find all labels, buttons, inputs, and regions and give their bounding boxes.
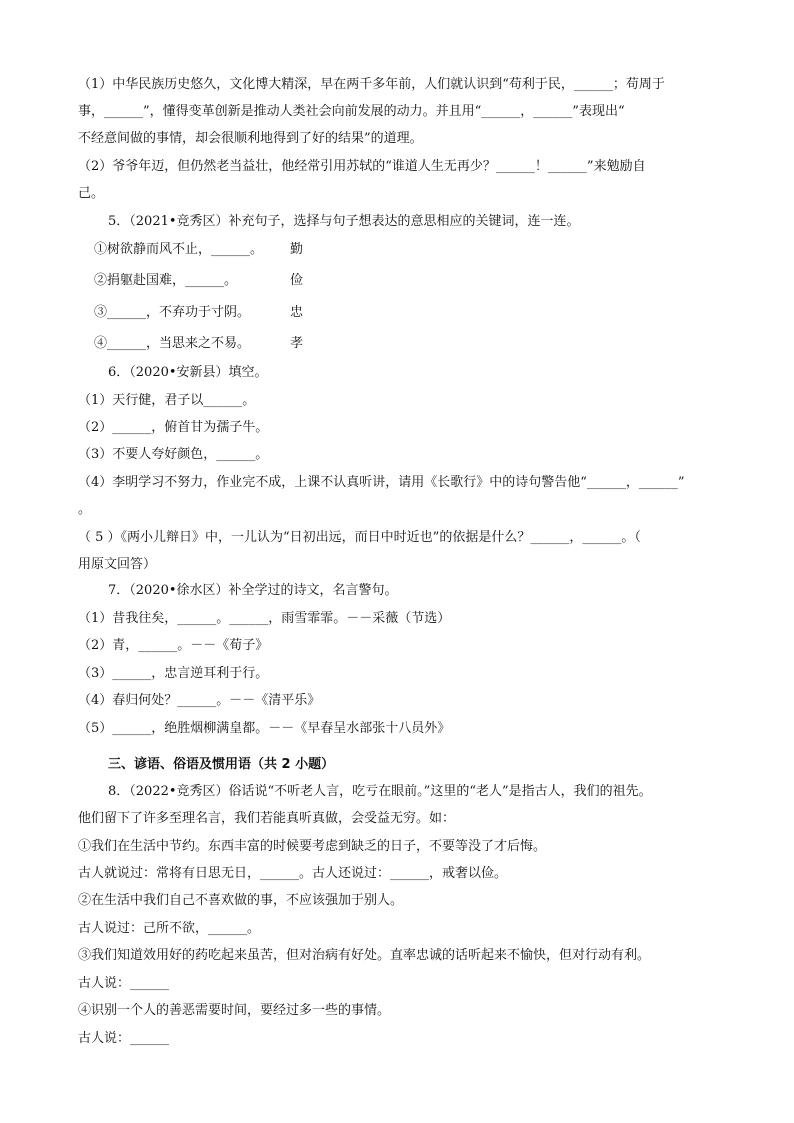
q7-item-2: （2）青，______。－－《荀子》 <box>78 638 269 653</box>
q5-row-4: ④______，当思来之不易。 <box>94 336 251 351</box>
q5-row-2: ②捐躯赴国难，______。 <box>94 273 238 288</box>
q7-header: 7．（2020•徐水区）补全学过的诗文，名言警句。 <box>108 583 398 598</box>
q8-item-2: 古人就说过：常将有日思无日，______。古人还说过：______，戒奢以俭。 <box>78 866 508 881</box>
q5-key-1[interactable]: 勤 <box>290 242 304 257</box>
q4-part1-line1: （1）中华民族历史悠久，文化博大精深，早在两千多年前，人们就认识到“苟利于民，______；苟周于 <box>78 77 665 92</box>
q4-part1-line2: 事，______”，懂得变革创新是推动人类社会向前发展的动力。并且用“______，______”表现出“ <box>78 104 625 119</box>
q7-item-3: （3）______，忠言逆耳利于行。 <box>78 666 269 681</box>
q8-item-1: ①我们在生活中节约。东西丰富的时候要考虑到缺乏的日子，不要等没了才后悔。 <box>78 839 547 854</box>
q8-line-2: 他们留下了许多至理名言，我们若能真听真做，会受益无穷。如： <box>78 811 456 826</box>
q4-part1-line3: 不经意间做的事情，却会很顺利地得到了好的结果”的道理。 <box>78 131 423 146</box>
q8-item-5: ③我们知道效用好的药吃起来虽苦，但对治病有好处。直率忠诚的话听起来不愉快，但对行动有利。 <box>78 948 651 963</box>
q5-key-4[interactable]: 孝 <box>290 336 304 351</box>
q5-row-1: ①树欲静而风不止，______。 <box>94 242 264 257</box>
q4-part2-line2: 己。 <box>78 186 105 201</box>
q8-item-4: 古人说过：己所不欲，______。 <box>78 921 261 936</box>
q5-row-3: ③______，不弃功于寸阴。 <box>94 305 251 320</box>
q5-key-3[interactable]: 忠 <box>290 305 304 320</box>
q6-item-5: （ 5 ）《两小儿辩日》中，一儿认为“日初出远，而日中时近也”的依据是什么？______，______。（ <box>78 530 641 545</box>
q6-item-4: （4）李明学习不努力，作业完不成，上课不认真听讲，请用《长歌行》中的诗句警告他“______，______” <box>78 475 685 490</box>
section-title: 三、谚语、俗语及惯用语（共 2 小题） <box>108 757 335 772</box>
q8-item-3: ②在生活中我们自己不喜欢做的事，不应该强加于别人。 <box>78 893 404 908</box>
q6-item-2: （2）______，俯首甘为孺子牛。 <box>78 420 269 435</box>
q6-item-1: （1）天行健，君子以______。 <box>78 393 256 408</box>
q5-key-2[interactable]: 俭 <box>290 273 304 288</box>
q8-item-7: ④识别一个人的善恶需要时间，要经过多一些的事情。 <box>78 1003 391 1018</box>
q8-line-1: 8．（2022•竞秀区）俗话说“不听老人言，吃亏在眼前。”这里的“老人”是指古人，我们的祖先。 <box>108 784 652 799</box>
q8-item-6: 古人说：______ <box>78 976 170 991</box>
q7-item-1: （1）昔我往矣，______。______，雨雪霏霏。－－采薇（节选） <box>78 611 451 626</box>
q5-header: 5．（2021•竞秀区）补充句子，选择与句子想表达的意思相应的关键词，连一连。 <box>108 214 580 229</box>
q7-item-4: （4）春归何处？______。－－《清平乐》 <box>78 693 321 708</box>
q6-header: 6．（2020•安新县）填空。 <box>108 365 268 380</box>
q6-item-3: （3）不要人夸好颜色，______。 <box>78 447 269 462</box>
q6-item-5-note: 用原文回答） <box>78 557 157 572</box>
q8-item-8: 古人说：______ <box>78 1031 170 1046</box>
q6-item-4-end: 。 <box>78 502 92 517</box>
q4-part2-line1: （2）爷爷年迈，但仍然老当益壮，他经常引用苏轼的“谁道人生无再少？______！______”来勉励自 <box>78 159 646 174</box>
q7-item-5: （5）______，绝胜烟柳满皇都。－－《早春呈水部张十八员外》 <box>78 721 451 736</box>
